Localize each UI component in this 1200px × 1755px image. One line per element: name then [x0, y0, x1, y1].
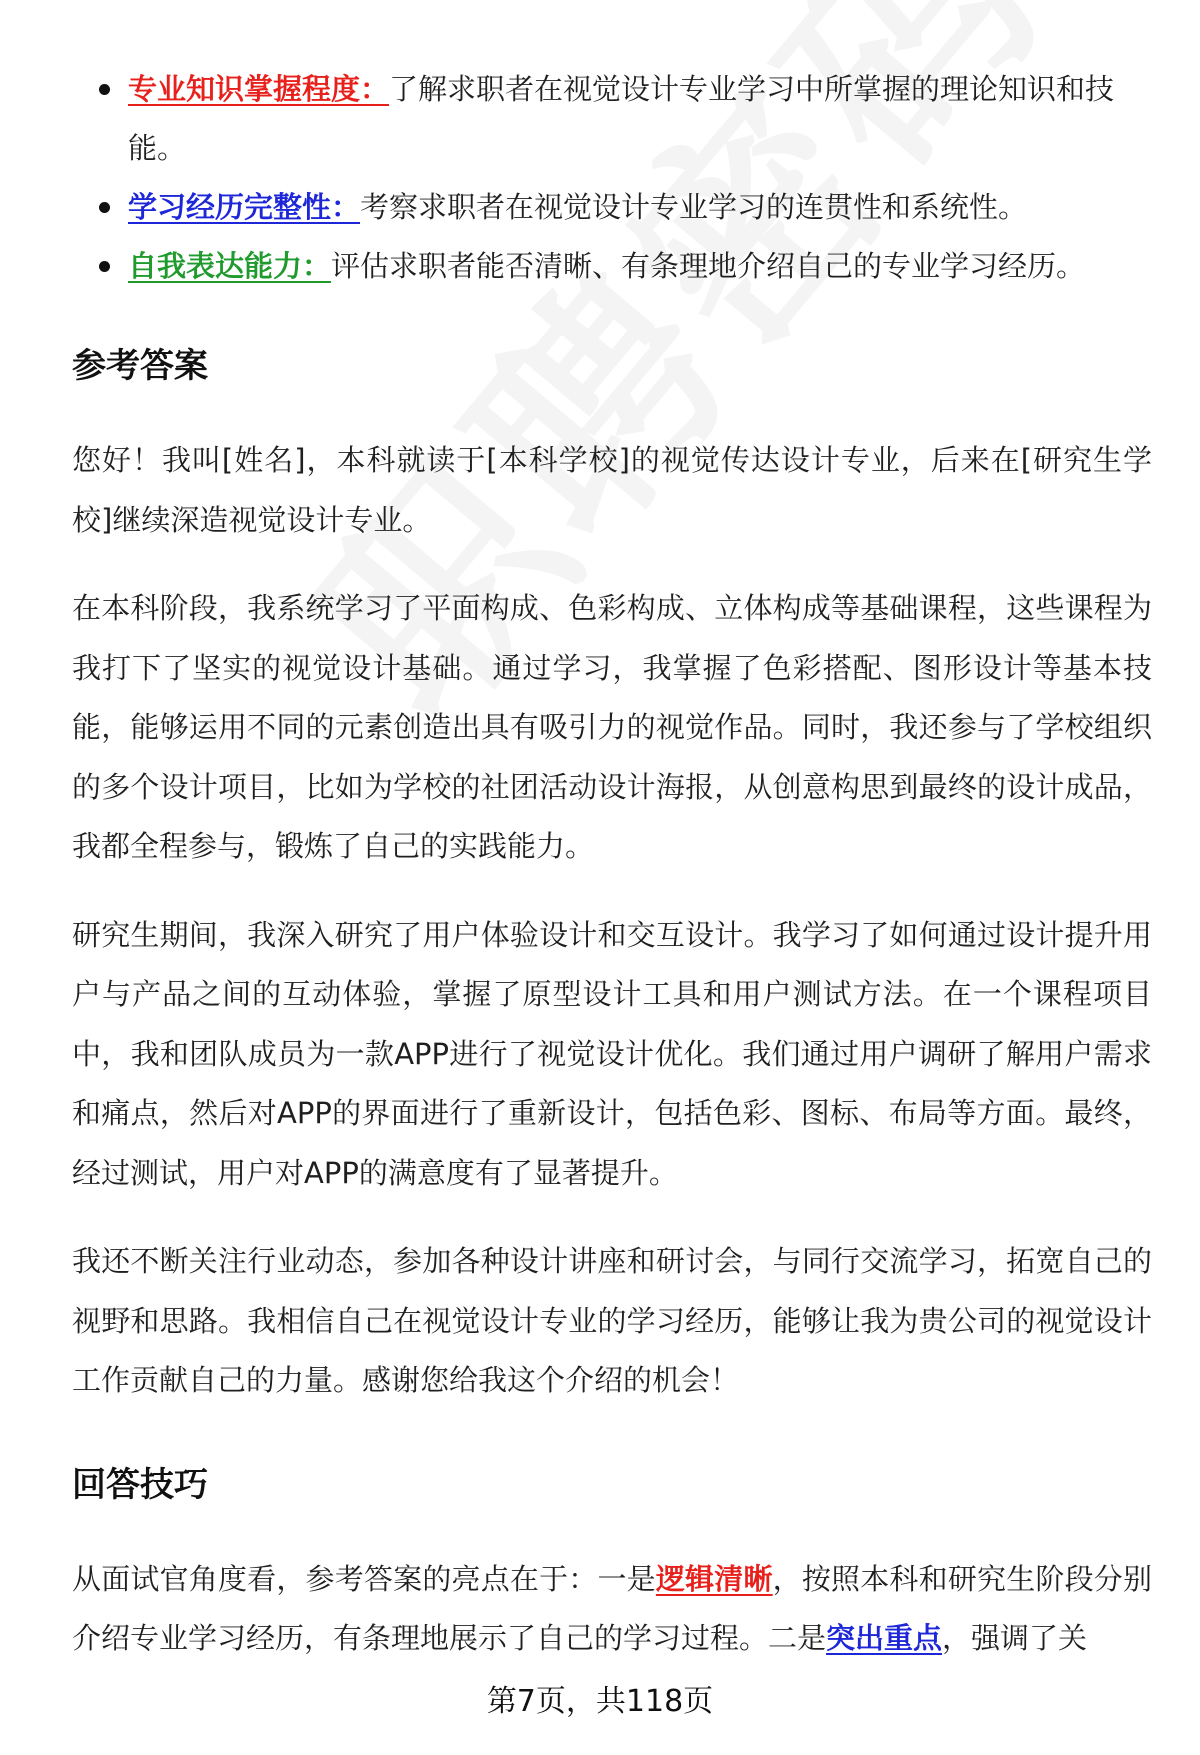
criteria-item-completeness — [72, 178, 1152, 237]
bullet-icon — [99, 202, 110, 213]
page-content — [72, 60, 1152, 1669]
tips-paragraph — [72, 1550, 1152, 1669]
answer-paragraph-intro: 您好！我叫[姓名]，本科就读于[本科学校]的视觉传达设计专业，后来在[研究生学校]继续深造视觉设计专业。 — [72, 443, 1152, 537]
evaluation-criteria-list — [72, 60, 1152, 296]
bullet-icon — [99, 261, 110, 272]
tips-highlight-logic: 逻辑清晰 — [655, 1561, 773, 1596]
criteria-term: 自我表达能力： — [128, 249, 332, 283]
answer-paragraph-closing: 我还不断关注行业动态，参加各种设计讲座和研讨会，与同行交流学习，拓宽自己的视野和思路。我相信自己在视觉设计专业的学习经历，能够让我为贵公司的视觉设计工作贡献自己的力量。感谢您给我这个介绍的机会！ — [72, 1244, 1152, 1397]
answer-heading: 参考答案 — [72, 346, 208, 386]
tips-highlight-focus: 突出重点 — [826, 1621, 943, 1655]
bullet-icon — [99, 84, 110, 95]
page-number-footer: 第7页，共118页 — [486, 1684, 714, 1719]
criteria-item-expression — [72, 237, 1152, 296]
answer-paragraph-undergrad: 在本科阶段，我系统学习了平面构成、色彩构成、立体构成等基础课程，这些课程为我打下了坚实的视觉设计基础。通过学习，我掌握了色彩搭配、图形设计等基本技能，能够运用不同的元素创造出具有吸引力的视觉作品。同时，我还参与了学校组织的多个设计项目，比如为学校的社团活动设计海报，从创意构思到最终的设计成品，我都全程参与，锻炼了自己的实践能力。 — [72, 591, 1152, 863]
tips-text: ，强调了关 — [942, 1621, 1088, 1655]
criteria-item-knowledge — [72, 60, 1152, 178]
criteria-text: 评估求职者能否清晰、有条理地介绍自己的专业学习经历。 — [331, 249, 1086, 283]
answer-paragraph-graduate: 研究生期间，我深入研究了用户体验设计和交互设计。我学习了如何通过设计提升用户与产品之间的互动体验，掌握了原型设计工具和用户测试方法。在一个课程项目中，我和团队成员为一款APP进行了视觉设计优化。我们通过用户调研了解用户需求和痛点，然后对APP的界面进行了重新设计，包括色彩、图标、布局等方面。最终，经过测试，用户对APP的满意度有了显著提升。 — [72, 917, 1152, 1190]
tips-heading: 回答技巧 — [72, 1464, 208, 1505]
tips-text: ，按照本科和研究生阶段分别介绍专业学习经历，有条理地展示了自己的学习过程。二是 — [72, 1561, 1152, 1655]
criteria-term: 专业知识掌握程度： — [128, 72, 390, 106]
criteria-text: 考察求职者在视觉设计专业学习的连贯性和系统性。 — [360, 190, 1028, 224]
criteria-term: 学习经历完整性： — [128, 190, 361, 224]
criteria-text: 了解求职者在视觉设计专业学习中所掌握的理论知识和技能。 — [128, 72, 1115, 165]
tips-text: 从面试官角度看，参考答案的亮点在于：一是 — [72, 1561, 656, 1596]
